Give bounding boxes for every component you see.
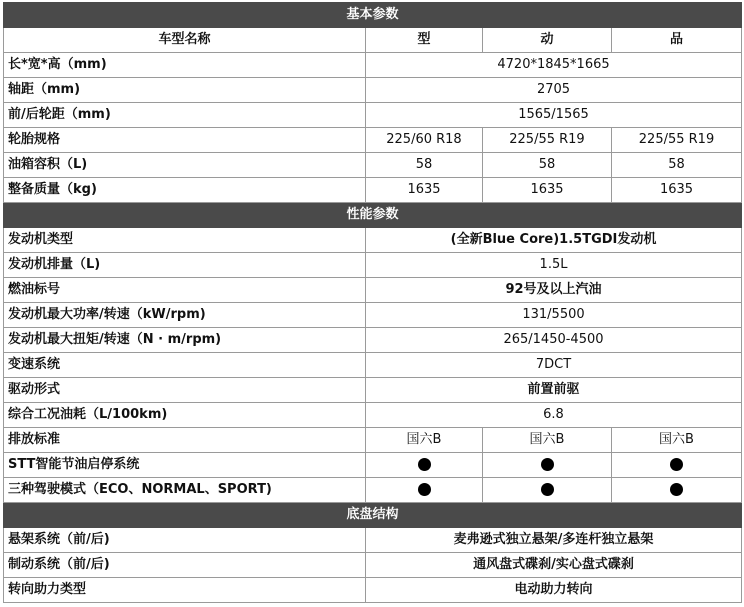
row-value: 1635 [366, 178, 483, 203]
row-label: 油箱容积（L) [4, 153, 366, 178]
filled-dot-icon [670, 483, 683, 496]
row-value: 国六B [366, 428, 483, 453]
row-label: 转向助力类型 [4, 578, 366, 603]
row-value: 225/60 R18 [366, 128, 483, 153]
row-value: 225/55 R19 [483, 128, 612, 153]
standard-feature-cell [366, 453, 483, 478]
table-row [4, 453, 742, 478]
table-row [4, 53, 742, 78]
row-label: 发动机最大扭矩/转速（N · m/rpm) [4, 328, 366, 353]
row-value: 265/1450-4500 [366, 328, 742, 353]
table-row [4, 478, 742, 503]
table-row [4, 328, 742, 353]
filled-dot-icon [541, 483, 554, 496]
table-row [4, 253, 742, 278]
row-label: 制动系统（前/后) [4, 553, 366, 578]
section-header-performance [4, 203, 742, 228]
row-value: 1.5L [366, 253, 742, 278]
row-value: 2705 [366, 78, 742, 103]
row-value: 92号及以上汽油 [366, 278, 742, 303]
model-name-label: 车型名称 [4, 28, 366, 53]
row-label: 驱动形式 [4, 378, 366, 403]
row-value: 58 [366, 153, 483, 178]
standard-feature-cell [612, 478, 742, 503]
section-title: 底盘结构 [4, 503, 742, 528]
row-label: 燃油标号 [4, 278, 366, 303]
table-row [4, 578, 742, 603]
table-row [4, 153, 742, 178]
row-value: (全新Blue Core)1.5TGDI发动机 [366, 228, 742, 253]
table-row [4, 78, 742, 103]
filled-dot-icon [670, 458, 683, 471]
row-value: 电动助力转向 [366, 578, 742, 603]
row-value: 通风盘式碟刹/实心盘式碟刹 [366, 553, 742, 578]
row-value: 前置前驱 [366, 378, 742, 403]
table-row [4, 403, 742, 428]
table-row [4, 228, 742, 253]
row-label: 发动机排量（L) [4, 253, 366, 278]
row-value: 1565/1565 [366, 103, 742, 128]
standard-feature-cell [366, 478, 483, 503]
table-row [4, 553, 742, 578]
row-label: STT智能节油启停系统 [4, 453, 366, 478]
row-value: 58 [483, 153, 612, 178]
model-header-row [4, 28, 742, 53]
filled-dot-icon [418, 483, 431, 496]
standard-feature-cell [483, 478, 612, 503]
row-label: 前/后轮距（mm) [4, 103, 366, 128]
section-title: 基本参数 [4, 3, 742, 28]
row-value: 7DCT [366, 353, 742, 378]
row-label: 发动机类型 [4, 228, 366, 253]
table-row [4, 128, 742, 153]
row-value: 国六B [483, 428, 612, 453]
row-value: 225/55 R19 [612, 128, 742, 153]
row-label: 三种驾驶模式（ECO、NORMAL、SPORT) [4, 478, 366, 503]
standard-feature-cell [483, 453, 612, 478]
row-label: 变速系统 [4, 353, 366, 378]
row-value: 麦弗逊式独立悬架/多连杆独立悬架 [366, 528, 742, 553]
table-row [4, 278, 742, 303]
row-value: 1635 [612, 178, 742, 203]
row-label: 整备质量（kg) [4, 178, 366, 203]
model-column-2: 动 [483, 28, 612, 53]
row-label: 轮胎规格 [4, 128, 366, 153]
filled-dot-icon [541, 458, 554, 471]
model-column-3: 品 [612, 28, 742, 53]
row-label: 轴距（mm) [4, 78, 366, 103]
row-value: 6.8 [366, 403, 742, 428]
table-row [4, 303, 742, 328]
row-value: 58 [612, 153, 742, 178]
filled-dot-icon [418, 458, 431, 471]
model-column-1: 型 [366, 28, 483, 53]
table-row [4, 353, 742, 378]
section-header-chassis [4, 503, 742, 528]
table-row [4, 178, 742, 203]
table-row [4, 428, 742, 453]
row-value: 4720*1845*1665 [366, 53, 742, 78]
row-label: 排放标准 [4, 428, 366, 453]
row-label: 悬架系统（前/后) [4, 528, 366, 553]
table-row [4, 378, 742, 403]
standard-feature-cell [612, 453, 742, 478]
section-title: 性能参数 [4, 203, 742, 228]
section-header-basic [4, 3, 742, 28]
table-row [4, 528, 742, 553]
row-value: 国六B [612, 428, 742, 453]
row-label: 发动机最大功率/转速（kW/rpm) [4, 303, 366, 328]
table-row [4, 103, 742, 128]
row-label: 长*宽*高（mm) [4, 53, 366, 78]
row-value: 131/5500 [366, 303, 742, 328]
spec-table [3, 2, 742, 603]
row-label: 综合工况油耗（L/100km) [4, 403, 366, 428]
row-value: 1635 [483, 178, 612, 203]
